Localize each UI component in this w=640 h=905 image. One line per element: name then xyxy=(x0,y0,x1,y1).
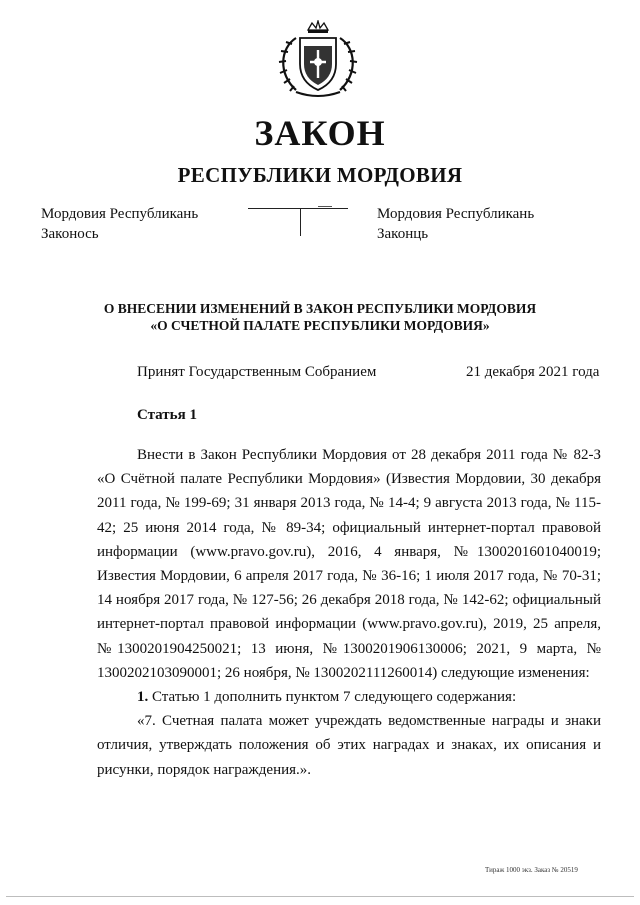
article-intro-paragraph: Внести в Закон Республики Мордовия от 28 декабря 2011 года № 82-З «О Счётной палате Республики Мордовия» (Известия Мордовии, 30 декабря 2011 года, № 199-69; 31 января 2013 года, № 14-4; 9 августа 2013 года, № 115-42; 25 июня 2014 года, № 89-34; официальный интернет-портал правовой информации (www.pravo.gov.ru), 2016, 4 января, №1300201601040019; Известия Мордовии, 6 апреля 2017 года, № 36-16; 1 июля 2017 года, № 70-31; 14 ноября 2017 года, № 127-56; 26 декабря 2018 года, № 142-62; официальный интернет-портал правовой информации (www.pravo.gov.ru), 2019, 25 апреля, №1300201904250021; 13 июня, №1300201906130006; 2021, 9 марта, № 1300202103090001; 26 ноября, № 1300202111260014) следующие изменения: xyxy=(97,447,601,681)
article-heading: Статья 1 xyxy=(137,407,197,423)
adoption-label: Принят Государственным Собранием xyxy=(137,364,377,380)
header-divider-dash xyxy=(318,206,332,207)
article-quote-paragraph: «7. Счетная палата может учреждать ведомственные награды и знаки отличия, утверждать положения об этих наградах и знаках, их описания и рисунки, порядок награждения.». xyxy=(97,713,601,778)
moksha-line-2: Законось xyxy=(41,226,99,242)
coat-of-arms-emblem xyxy=(266,20,370,100)
moksha-title-block xyxy=(41,204,198,244)
item-number: 1. xyxy=(137,689,149,706)
law-subject-heading xyxy=(0,300,640,334)
moksha-line-1: Мордовия Республикань xyxy=(41,206,199,222)
subject-line-2: «О СЧЕТНОЙ ПАЛАТЕ РЕСПУБЛИКИ МОРДОВИЯ» xyxy=(150,318,490,333)
document-title: ЗАКОН xyxy=(254,113,386,153)
print-run-note: Тираж 1000 экз. Заказ № 20519 xyxy=(485,866,578,874)
scan-bottom-edge xyxy=(6,896,634,897)
document-subtitle: РЕСПУБЛИКИ МОРДОВИЯ xyxy=(177,163,463,187)
adoption-date: 21 декабря 2021 года xyxy=(466,364,600,380)
subject-line-1: О ВНЕСЕНИИ ИЗМЕНЕНИЙ В ЗАКОН РЕСПУБЛИКИ МОРДОВИЯ xyxy=(103,301,537,316)
erzya-line-2: Законць xyxy=(377,226,429,242)
erzya-title-block xyxy=(377,204,534,244)
article-item-1 xyxy=(97,685,601,709)
erzya-line-1: Мордовия Республикань xyxy=(377,206,535,222)
header-divider-horizontal xyxy=(248,208,348,209)
item-text: Статью 1 дополнить пунктом 7 следующего содержания: xyxy=(152,689,517,706)
header-divider-vertical xyxy=(300,208,301,236)
article-body xyxy=(97,443,601,782)
